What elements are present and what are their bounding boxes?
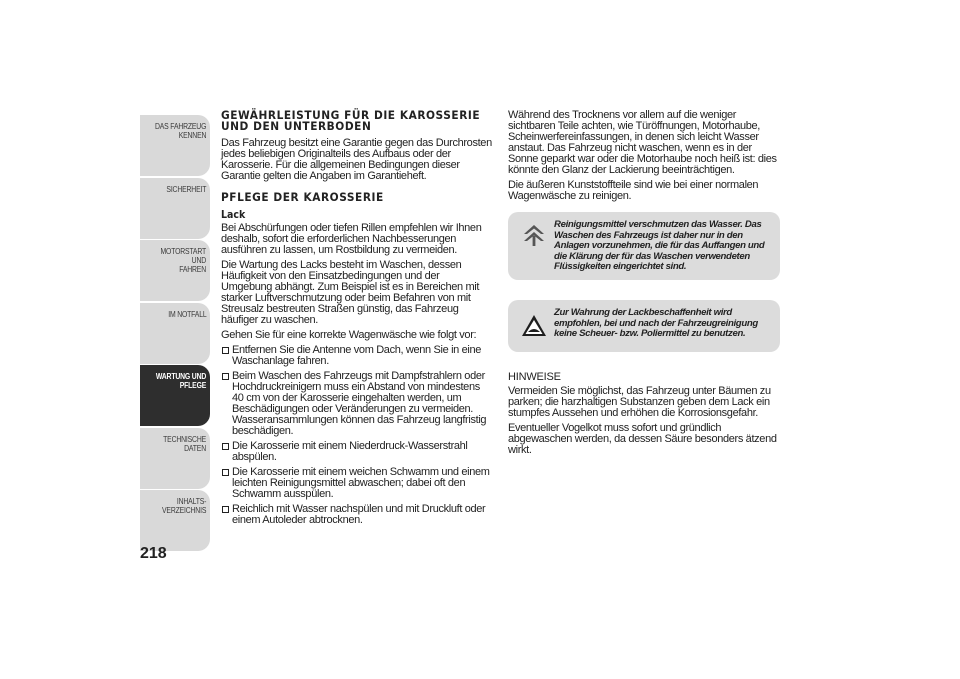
paragraph-plastic-parts: Die äußeren Kunststoffteile sind wie bei einer normalen Wagenwäsche zu reinigen. xyxy=(508,179,759,202)
checkbox-bullet-icon xyxy=(222,347,229,354)
list-item xyxy=(221,371,493,437)
tab-label: WARTUNG UND PFLEGE xyxy=(155,372,206,390)
paragraph-wash-intro: Gehen Sie für eine korrekte Wagenwäsche wie folgt vor: xyxy=(221,329,477,341)
tab-inhaltsverzeichnis[interactable] xyxy=(140,490,210,551)
list-item-text: Entfernen Sie die Antenne vom Dach, wenn Sie in eine Waschanlage fahren. xyxy=(232,344,482,367)
hints-label: HINWEISE xyxy=(508,371,561,383)
paragraph-paint-care: Die Wartung des Lacks besteht im Waschen, dessen Häufigkeit von den Einsatzbedingungen und der Umgebung abhängt. Zum Beispiel ist es in Bereichen mit starker Luftverschmutzung oder beim Befahren von mit Streusalz bestreuten Straßen günstig, das Fahrzeug häufiger zu waschen. xyxy=(221,259,480,326)
caution-notice-text: Zur Wahrung der Lackbeschaffenheit wird empfohlen, bei und nach der Fahrzeugreinigung keine Scheuer- bzw. Poliermittel zu benutzen. xyxy=(554,307,758,340)
tab-label: IM NOTFALL xyxy=(167,309,206,319)
paragraph-bird-droppings: Eventueller Vogelkot muss sofort und gründlich abgewaschen werden, da dessen Säure besonders ätzend wirkt. xyxy=(508,422,777,456)
list-item-text: Die Karosserie mit einem weichen Schwamm und einem leichten Reinigungsmittel abwaschen; dabei oft den Schwamm ausspülen. xyxy=(232,466,490,500)
tree-environment-icon xyxy=(520,222,548,250)
tab-label: TECHNISCHE DATEN xyxy=(163,434,206,453)
tab-sicherheit[interactable] xyxy=(140,178,210,239)
wash-steps-list xyxy=(221,345,493,526)
checkbox-bullet-icon xyxy=(222,443,229,450)
page-number: 218 xyxy=(140,545,167,562)
left-column xyxy=(221,110,493,530)
paragraph-warranty: Das Fahrzeug besitzt eine Garantie gegen das Durchrosten jedes beliebigen Originalteils des Aufbaus oder der Karosserie. Für die allgemeinen Bedingungen dieser Garantie gelten die Angaben im Garantieheft. xyxy=(221,137,492,182)
tab-label: SICHERHEIT xyxy=(166,184,206,194)
paragraph-trees: Vermeiden Sie möglichst, das Fahrzeug unter Bäumen zu parken; die harzhaltigen Substanzen geben dem Lack ein stumpfes Aussehen und erhöhen die Korrosionsgefahr. xyxy=(508,385,771,419)
list-item xyxy=(221,441,493,463)
paragraph-paint-scratches: Bei Abschürfungen oder tiefen Rillen empfehlen wir Ihnen deshalb, sofort die erforderlichen Nachbesserungen ausführen zu lassen, um Rostbildung zu vermeiden. xyxy=(221,222,482,256)
checkbox-bullet-icon xyxy=(222,506,229,513)
checkbox-bullet-icon xyxy=(222,373,229,380)
tab-label: DAS FAHRZEUG KENNEN xyxy=(154,122,206,140)
tab-wartung-und-pflege[interactable] xyxy=(140,365,210,426)
list-item xyxy=(221,345,493,367)
list-item xyxy=(221,467,493,500)
tab-technische-daten[interactable] xyxy=(140,428,210,489)
list-item-text: Die Karosserie mit einem Niederdruck-Wasserstrahl abspülen. xyxy=(232,440,468,463)
checkbox-bullet-icon xyxy=(222,469,229,476)
tab-motorstart-und-fahren[interactable] xyxy=(140,240,210,301)
tab-label: INHALTS- VERZEICHNIS xyxy=(161,497,206,515)
list-item-text: Reichlich mit Wasser nachspülen und mit Druckluft oder einem Autoleder abtrocknen. xyxy=(232,503,486,526)
right-column xyxy=(508,110,780,460)
heading-warranty: GEWÄHRLEISTUNG FÜR DIE KAROSSERIE UND DEN UNTERBODEN xyxy=(221,108,481,133)
chapter-tabs xyxy=(140,115,210,553)
environment-notice-text: Reinigungsmittel verschmutzen das Wasser. Das Waschen des Fahrzeugs ist daher nur in den Anlagen vorzunehmen, die für das Auffangen und die Klärung der für das Waschen verwendeten Flüssigkeiten eingerichtet sind. xyxy=(554,219,765,273)
environment-notice-box xyxy=(508,212,780,280)
warning-triangle-icon xyxy=(520,312,548,340)
list-item-text: Beim Waschen des Fahrzeugs mit Dampfstrahlern oder Hochdruckreinigern muss ein Abstand von mindestens 40 cm von der Karosserie eingehalten werden, um Beschädigungen oder Veränderungen zu vermeiden. Wasseransammlungen können das Fahrzeug langfristig beschädigen. xyxy=(232,370,487,437)
list-item xyxy=(221,504,493,526)
tab-im-notfall[interactable] xyxy=(140,303,210,364)
heading-body-care: PFLEGE DER KAROSSERIE xyxy=(221,190,384,204)
caution-notice-box xyxy=(508,300,780,352)
tab-das-fahrzeug-kennen[interactable] xyxy=(140,115,210,176)
paragraph-drying: Während des Trocknens vor allem auf die weniger sichtbaren Teile achten, wie Türöffnungen, Motorhaube, Scheinwerfereinfassungen, in denen sich leicht Wasser anstaut. Das Fahrzeug nicht waschen, wenn es in der Sonne geparkt war oder die Motorhaube noch heiß ist: dies könnte den Glanz der Lackierung beeinträchtigen. xyxy=(508,109,777,176)
subheading-paint: Lack xyxy=(221,209,246,221)
tab-label: MOTORSTART UND FAHREN xyxy=(160,247,206,274)
